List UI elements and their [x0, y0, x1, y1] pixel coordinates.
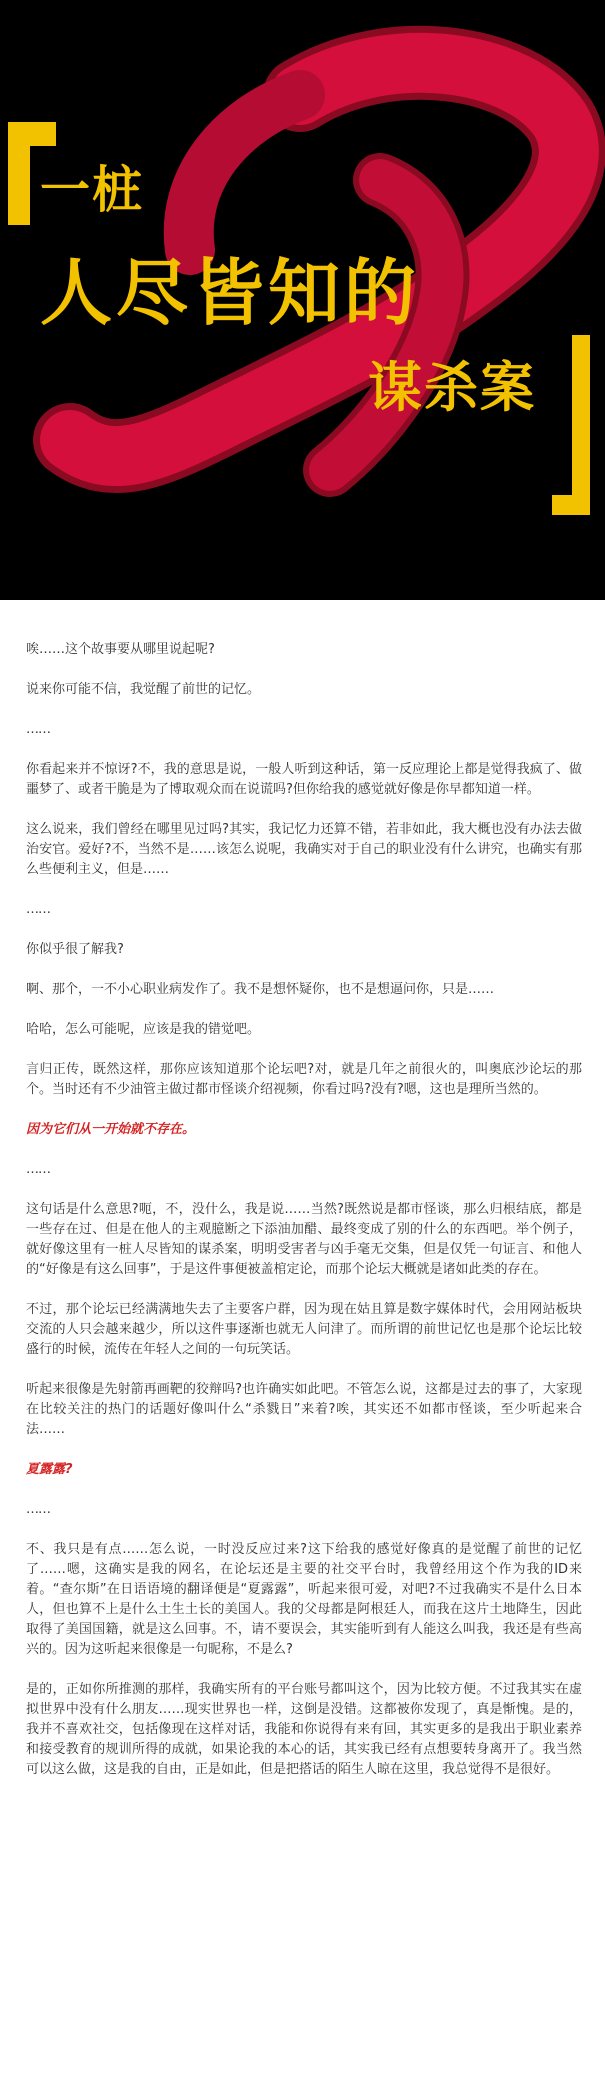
banner-title-line-1: 一桩 [40, 161, 144, 219]
article-paragraph: 你看起来并不惊讶?不，我的意思是说，一般人听到这种话，第一反应理论上都是觉得我疯了、做噩梦了、或者干脆是为了博取观众而在说谎吗?但你给我的感觉就好像是你早都知道一样。 [26, 762, 582, 797]
article-paragraph: 说来你可能不信，我觉醒了前世的记忆。 [26, 682, 261, 697]
banner-title-line-2: 人尽皆知的 [40, 251, 421, 335]
article-paragraph: 言归正传，既然这样，那你应该知道那个论坛吧?对，就是几年之前很火的，叫奥底沙论坛的那个。当时还有不少油管主做过都市怪谈介绍视频，你看过吗?没有?嗯，这也是理所当然的。 [26, 1062, 582, 1097]
article-paragraph: 不、我只是有点……怎么说，一时没反应过来?这下给我的感觉好像真的是觉醒了前世的记忆了……嗯，这确实是我的网名，在论坛还是主要的社交平台时，我曾经用这个作为我的ID来着。“查尔斯”在日语语境的翻译便是“夏露露”，听起来很可爱，对吧?不过我确实不是什么日本人，但也算不上是什么土生土长的美国人。我的父母都是阿根廷人，而我在这片土地降生，因此取得了美国国籍，就是这么回事。不，请不要误会，其实能听到有人能这么叫我，我还是有些高兴的。因为这听起来很像是一句昵称，不是么? [26, 1542, 582, 1657]
ellipsis-separator: …… [26, 1502, 50, 1517]
ellipsis-separator: …… [26, 722, 50, 737]
article-paragraph: 听起来很像是先射箭再画靶的狡辩吗?也许确实如此吧。不管怎么说，这都是过去的事了，大家现在比较关注的热门的话题好像叫什么“杀戮日”来着?唉，其实还不如都市怪谈，至少听起来合法…… [26, 1382, 582, 1437]
article-paragraph: 这么说来，我们曾经在哪里见过吗?其实，我记忆力还算不错，若非如此，我大概也没有办法去做治安官。爱好?不，当然不是……该怎么说呢，我确实对于自己的职业没有什么讲究，也确实有那么些便利主义，但是…… [26, 822, 582, 877]
ellipsis-separator: …… [26, 1162, 50, 1177]
banner-title-line-3: 谋杀案 [368, 356, 536, 419]
article-paragraph: 哈哈，怎么可能呢，应该是我的错觉吧。 [26, 1022, 261, 1037]
article-paragraph: 唉……这个故事要从哪里说起呢? [26, 642, 215, 657]
article-paragraph: 是的，正如你所推测的那样，我确实所有的平台账号都叫这个，因为比较方便。不过我其实在虚拟世界中没有什么朋友……现实世界也一样，这倒是没错。这都被你发现了，真是惭愧。是的，我并不喜欢社交，包括像现在这样对话，我能和你说得有来有回，其实更多的是我出于职业素养和接受教育的规训所得的成就，如果论我的本心的话，其实我已经有点想要转身离开了。我当然可以这么做，这是我的自由，正是如此，但是把搭话的陌生人晾在这里，我总觉得不是很好。 [26, 1682, 582, 1777]
article-paragraph: 这句话是什么意思?呃，不，没什么，我是说……当然?既然说是都市怪谈，那么归根结底，都是一些存在过、但是在他人的主观臆断之下添油加醋、最终变成了别的什么的东西吧。举个例子，就好像这里有一桩人尽皆知的谋杀案，明明受害者与凶手毫无交集，但是仅凭一句证言、和他人的“好像是有这么回事”，于是这件事便被盖棺定论，而那个论坛大概就是诸如此类的存在。 [26, 1202, 582, 1277]
ellipsis-separator: …… [26, 902, 50, 917]
emphasis-line: 因为它们从一开始就不存在。 [26, 1122, 196, 1137]
article-paragraph: 不过，那个论坛已经满满地失去了主要客户群，因为现在姑且算是数字媒体时代，会用网站板块交流的人只会越来越少，所以这件事逐渐也就无人问津了。而所谓的前世记忆也是那个论坛比较盛行的时候，流传在年轻人之间的一句玩笑话。 [26, 1302, 582, 1357]
article-body [26, 640, 582, 1800]
right-bracket-mark [552, 335, 590, 515]
emphasis-line: 夏露露? [26, 1462, 73, 1477]
article-paragraph: 啊、那个，一不小心职业病发作了。我不是想怀疑你，也不是想逼问你，只是…… [26, 982, 495, 997]
article-paragraph: 你似乎很了解我? [26, 942, 124, 957]
cover-banner [0, 0, 605, 600]
